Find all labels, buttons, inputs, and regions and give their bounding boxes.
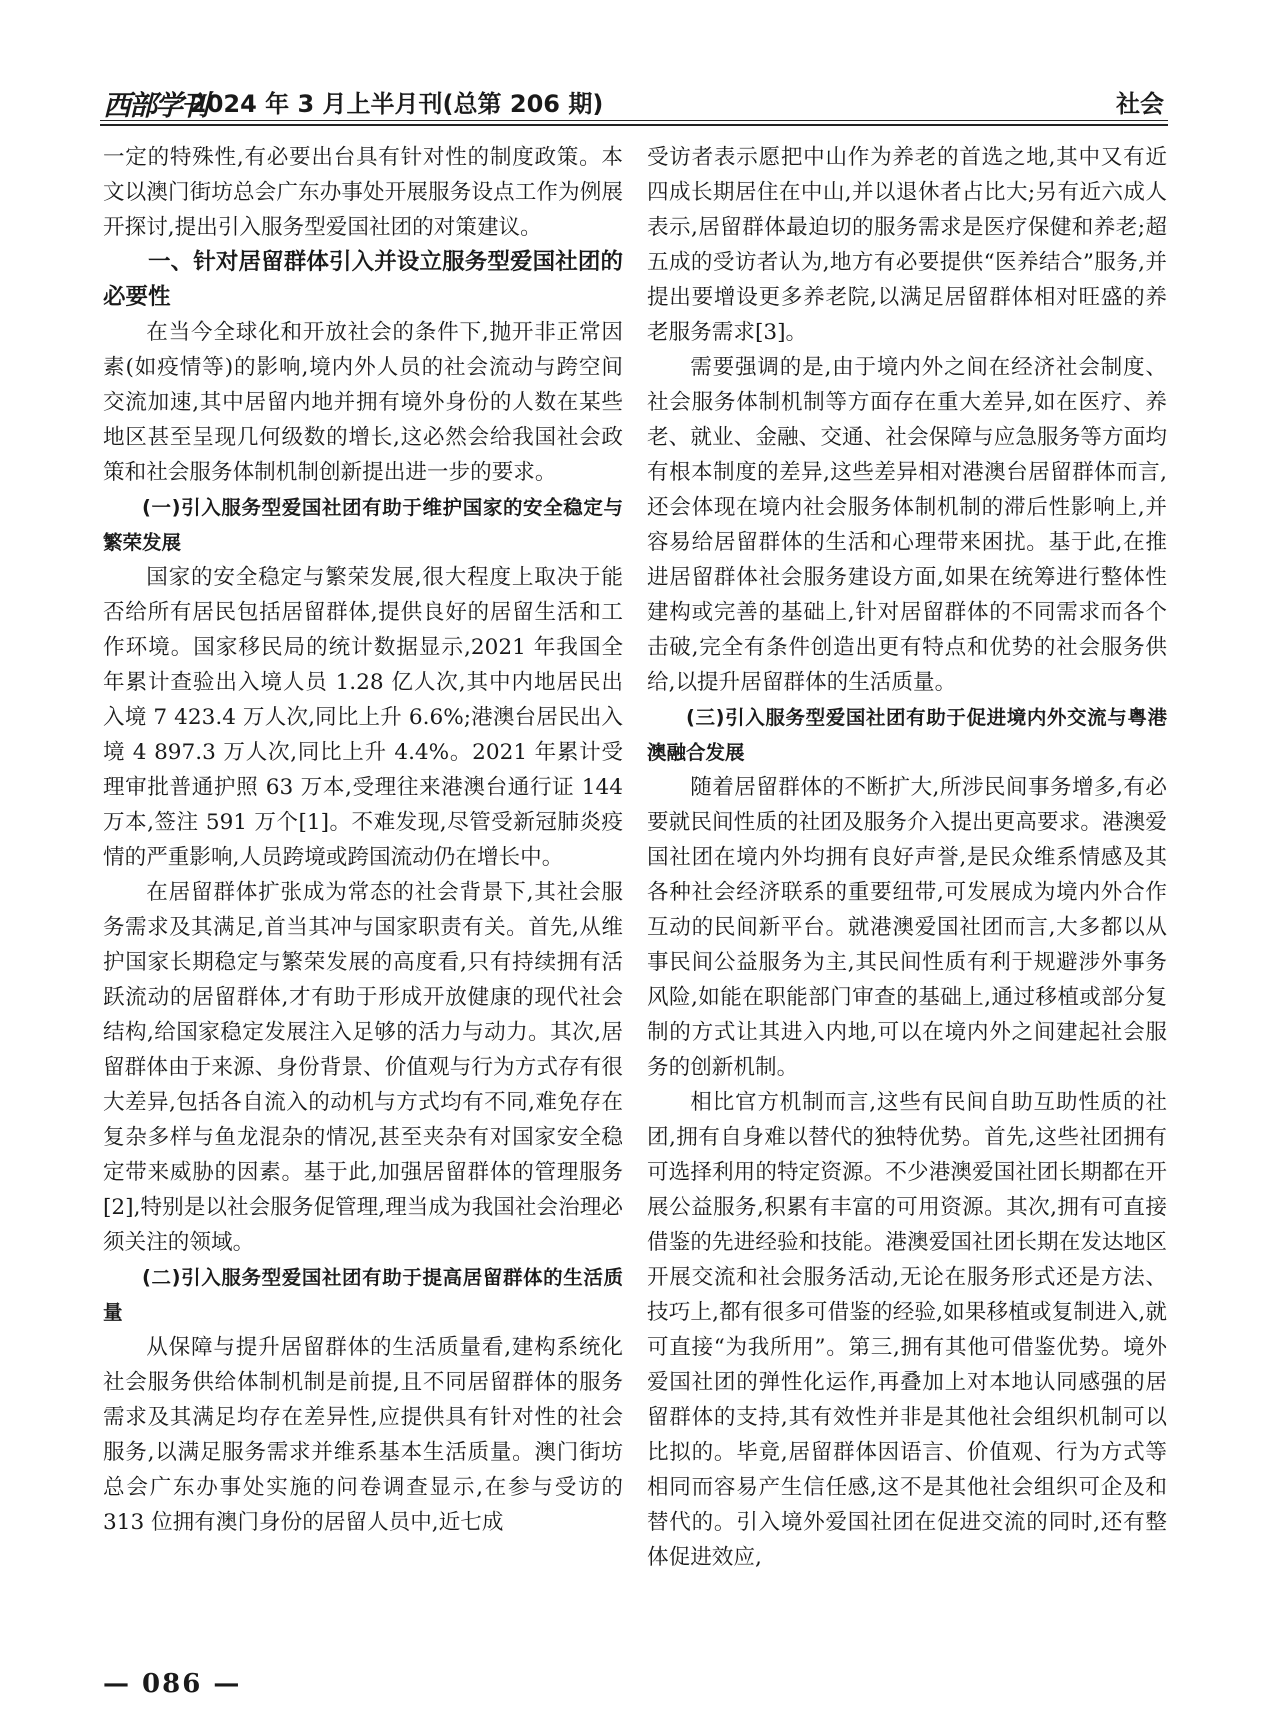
right-column bbox=[647, 140, 1167, 1575]
subsection-heading: (二)引入服务型爱国社团有助于提高居留群体的生活质量 bbox=[103, 1266, 623, 1324]
issue-info: 2024 年 3 月上半月刊(总第 206 期) bbox=[190, 90, 604, 118]
header-rule-thick bbox=[100, 124, 1168, 126]
subsection-heading: (三)引入服务型爱国社团有助于促进境内外交流与粤港澳融合发展 bbox=[647, 706, 1167, 764]
paragraph: 国家的安全稳定与繁荣发展,很大程度上取决于能否给所有居民包括居留群体,提供良好的居留生活和工作环境。国家移民局的统计数据显示,2021 年我国全年累计查验出入境人员 1.28 亿人次,其中内地居民出入境 7 423.4 万人次,同比上升 6.6%;港澳台居民出入境 4 897.3 万人次,同比上升 4.4%。2021 年累计受理审批普通护照 63 万本,受理往来港澳台通行证 144 万本,签注 591 万个[1]。不难发现,尽管受新冠肺炎疫情的严重影响,人员跨境或跨国流动仍在增长中。 bbox=[103, 565, 623, 870]
paragraph: 一定的特殊性,有必要出台具有针对性的制度政策。本文以澳门街坊总会广东办事处开展服务设点工作为例展开探讨,提出引入服务型爱国社团的对策建议。 bbox=[103, 145, 623, 240]
section-heading: 一、针对居留群体引入并设立服务型爱国社团的必要性 bbox=[103, 249, 623, 310]
header-rule-thin bbox=[100, 120, 1168, 121]
journal-logo: 西部学刊 bbox=[103, 89, 208, 122]
page-header bbox=[0, 0, 1268, 122]
section-label: 社会 bbox=[1116, 90, 1164, 118]
page-number: — 086 — bbox=[103, 1669, 242, 1699]
paragraph: 受访者表示愿把中山作为养老的首选之地,其中又有近四成长期居住在中山,并以退休者占比大;另有近六成人表示,居留群体最迫切的服务需求是医疗保健和养老;超五成的受访者认为,地方有必要提供“医养结合”服务,并提出要增设更多养老院,以满足居留群体相对旺盛的养老服务需求[3]。 bbox=[647, 145, 1167, 345]
paragraph: 相比官方机制而言,这些有民间自助互助性质的社团,拥有自身难以替代的独特优势。首先,这些社团拥有可选择利用的特定资源。不少港澳爱国社团长期都在开展公益服务,积累有丰富的可用资源。其次,拥有可直接借鉴的先进经验和技能。港澳爱国社团长期在发达地区开展交流和社会服务活动,无论在服务形式还是方法、技巧上,都有很多可借鉴的经验,如果移植或复制进入,就可直接“为我所用”。第三,拥有其他可借鉴优势。境外爱国社团的弹性化运作,再叠加上对本地认同感强的居留群体的支持,其有效性并非是其他社会组织机制可以比拟的。毕竟,居留群体因语言、价值观、行为方式等相同而容易产生信任感,这不是其他社会组织可企及和替代的。引入境外爱国社团在促进交流的同时,还有整体促进效应, bbox=[647, 1090, 1167, 1570]
paragraph: 需要强调的是,由于境内外之间在经济社会制度、社会服务体制机制等方面存在重大差异,如在医疗、养老、就业、金融、交通、社会保障与应急服务等方面均有根本制度的差异,这些差异相对港澳台居留群体而言,还会体现在境内社会服务体制机制的滞后性影响上,并容易给居留群体的生活和心理带来困扰。基于此,在推进居留群体社会服务建设方面,如果在统筹进行整体性建构或完善的基础上,针对居留群体的不同需求而各个击破,完全有条件创造出更有特点和优势的社会服务供给,以提升居留群体的生活质量。 bbox=[647, 355, 1167, 695]
paragraph: 在当今全球化和开放社会的条件下,抛开非正常因素(如疫情等)的影响,境内外人员的社会流动与跨空间交流加速,其中居留内地并拥有境外身份的人数在某些地区甚至呈现几何级数的增长,这必然会给我国社会政策和社会服务体制机制创新提出进一步的要求。 bbox=[103, 320, 623, 485]
paragraph: 随着居留群体的不断扩大,所涉民间事务增多,有必要就民间性质的社团及服务介入提出更高要求。港澳爱国社团在境内外均拥有良好声誉,是民众维系情感及其各种社会经济联系的重要纽带,可发展成为境内外合作互动的民间新平台。就港澳爱国社团而言,大多都以从事民间公益服务为主,其民间性质有利于规避涉外事务风险,如能在职能部门审查的基础上,通过移植或部分复制的方式让其进入内地,可以在境内外之间建起社会服务的创新机制。 bbox=[647, 775, 1167, 1080]
paragraph: 从保障与提升居留群体的生活质量看,建构系统化社会服务供给体制机制是前提,且不同居留群体的服务需求及其满足均存在差异性,应提供具有针对性的社会服务,以满足服务需求并维系基本生活质量。澳门街坊总会广东办事处实施的问卷调查显示,在参与受访的 313 位拥有澳门身份的居留人员中,近七成 bbox=[103, 1335, 623, 1535]
subsection-heading: (一)引入服务型爱国社团有助于维护国家的安全稳定与繁荣发展 bbox=[103, 496, 623, 554]
paragraph: 在居留群体扩张成为常态的社会背景下,其社会服务需求及其满足,首当其冲与国家职责有关。首先,从维护国家长期稳定与繁荣发展的高度看,只有持续拥有活跃流动的居留群体,才有助于形成开放健康的现代社会结构,给国家稳定发展注入足够的活力与动力。其次,居留群体由于来源、身份背景、价值观与行为方式存有很大差异,包括各自流入的动机与方式均有不同,难免存在复杂多样与鱼龙混杂的情况,甚至夹杂有对国家安全稳定带来威胁的因素。基于此,加强居留群体的管理服务[2],特别是以社会服务促管理,理当成为我国社会治理必须关注的领域。 bbox=[103, 880, 623, 1255]
left-column bbox=[103, 140, 623, 1540]
